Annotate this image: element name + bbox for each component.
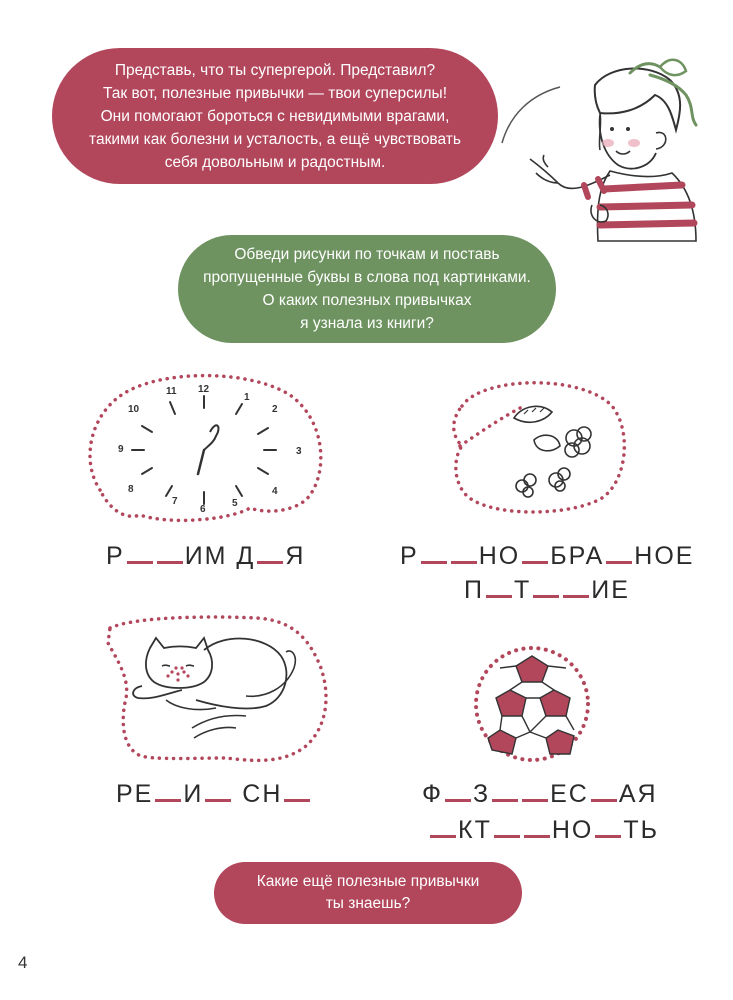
missing-letter-blank[interactable] [533, 595, 559, 598]
task-line: О каких полезных привычках [262, 292, 472, 309]
clock-number: 11 [166, 386, 177, 397]
clock-number: 8 [128, 484, 134, 495]
page-number: 4 [18, 953, 28, 972]
clock-minute-hand [204, 425, 218, 450]
question-speech-bubble [214, 862, 522, 924]
task-speech-bubble [178, 235, 556, 343]
clock-number: 4 [272, 486, 278, 497]
clock-number: 5 [232, 498, 238, 509]
missing-letter-blank[interactable] [492, 799, 518, 802]
missing-letter-blank[interactable] [257, 561, 283, 564]
clock-number: 12 [198, 384, 210, 395]
sleeping-cat-picture [96, 608, 336, 768]
word-puzzle-1: Р ИМ Д Я [106, 542, 306, 570]
missing-letter-blank[interactable] [451, 561, 477, 564]
clock-number: 1 [244, 392, 250, 403]
clock-hour-hand [198, 450, 204, 474]
missing-letter-blank[interactable] [284, 799, 310, 802]
soccer-ball-picture [470, 642, 595, 767]
missing-letter-blank[interactable] [522, 561, 548, 564]
missing-letter-blank[interactable] [155, 799, 181, 802]
missing-letter-blank[interactable] [486, 595, 512, 598]
clock-number: 6 [200, 504, 206, 515]
missing-letter-blank[interactable] [205, 799, 231, 802]
task-line: Обведи рисунки по точкам и поставь [234, 246, 500, 263]
missing-letter-blank[interactable] [591, 799, 617, 802]
broccoli-icon [565, 427, 591, 457]
intro-line: себя довольным и радостным. [164, 153, 386, 171]
question-line: Какие ещё полезные привычки [256, 873, 480, 890]
missing-letter-blank[interactable] [524, 835, 550, 838]
word-puzzle-3: П Т ИЕ [464, 576, 630, 604]
missing-letter-blank[interactable] [494, 835, 520, 838]
missing-letter-blank[interactable] [522, 799, 548, 802]
word-puzzle-2: Р НО БРА НОЕ [400, 542, 695, 570]
girl-illustration [500, 55, 700, 245]
intro-line: Так вот, полезные привычки — твои суперсилы! [103, 84, 447, 102]
intro-line: Они помогают бороться с невидимыми врагами, [100, 107, 450, 125]
question-line: ты знаешь? [325, 895, 411, 912]
clock-number: 3 [296, 446, 302, 457]
word-puzzle-5: Ф З ЕС АЯ [422, 780, 658, 808]
word-puzzle-4: РЕ И СН [116, 780, 312, 809]
dotted-outline [108, 617, 326, 760]
ball-patches [488, 656, 574, 754]
word-puzzle-6: КТ НО ТЬ [428, 816, 659, 845]
missing-letter-blank[interactable] [606, 561, 632, 564]
clock-number: 9 [118, 444, 124, 455]
clock-number: 2 [272, 404, 278, 415]
clock-picture [80, 370, 330, 530]
missing-letter-blank[interactable] [127, 561, 153, 564]
clock-number: 10 [128, 404, 140, 415]
healthy-food-picture [432, 376, 632, 521]
dotted-outline [454, 383, 625, 512]
vegetable-icon [516, 468, 570, 497]
intro-speech-bubble [52, 48, 498, 184]
clock-number: 7 [172, 496, 178, 507]
missing-letter-blank[interactable] [421, 561, 447, 564]
missing-letter-blank[interactable] [430, 835, 456, 838]
missing-letter-blank[interactable] [595, 835, 621, 838]
task-line: я узнала из книги? [300, 315, 434, 332]
missing-letter-blank[interactable] [563, 595, 589, 598]
egg-icon [534, 435, 560, 451]
task-line: пропущенные буквы в слова под картинками. [203, 269, 531, 286]
missing-letter-blank[interactable] [157, 561, 183, 564]
intro-line: такими как болезни и усталость, а ещё чувствовать [89, 130, 461, 148]
missing-letter-blank[interactable] [445, 799, 471, 802]
intro-line: Представь, что ты супергерой. Представил? [114, 61, 436, 79]
